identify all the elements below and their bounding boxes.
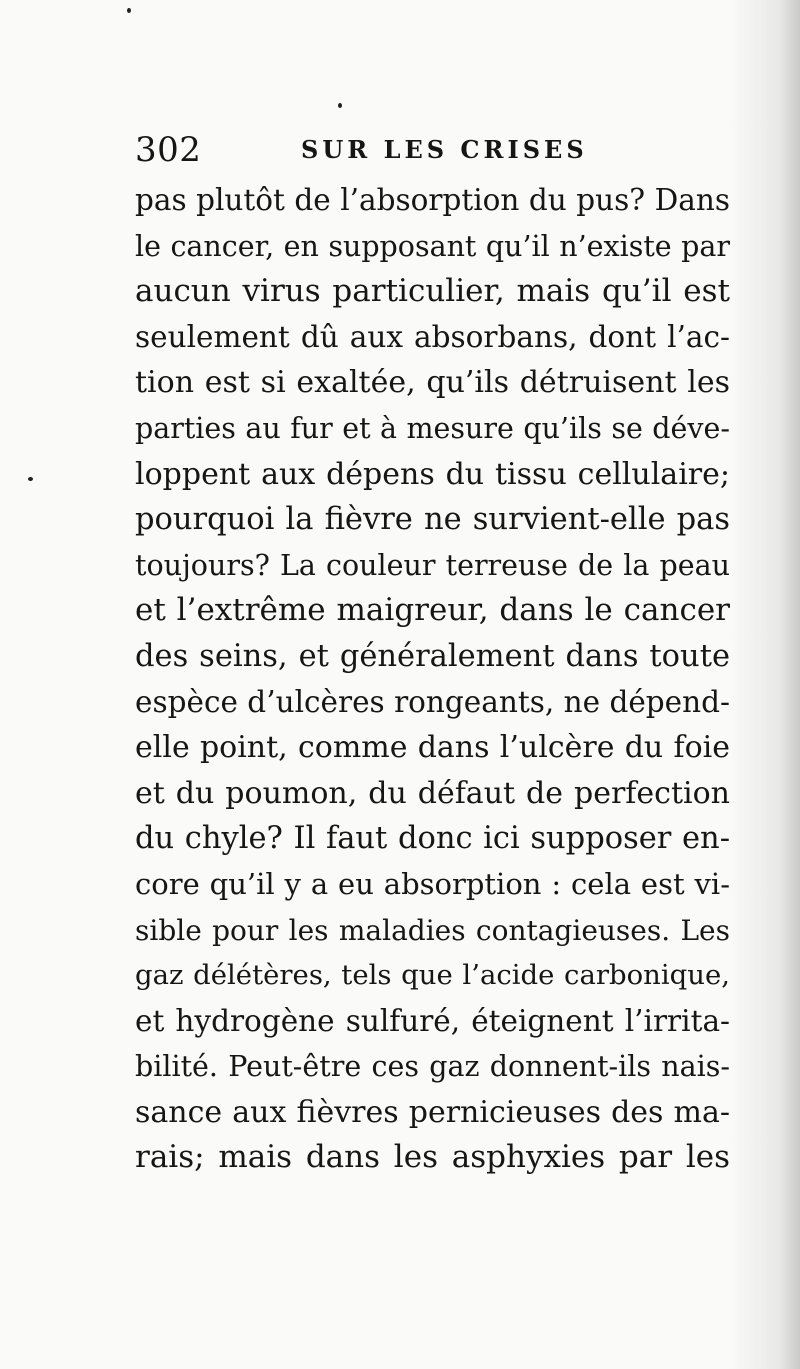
ink-speck — [338, 103, 342, 108]
text-line: tion est si exaltée, qu’ils détruisent les — [135, 365, 730, 401]
text-line: et hydrogène sulfuré, éteignent l’irrita- — [135, 1003, 730, 1038]
text-line: espèce d’ulcères rongeants, ne dépend- — [135, 684, 730, 719]
page-edge-shadow — [730, 0, 800, 1369]
text-line: toujours? La couleur terreuse de la peau — [135, 548, 730, 582]
ink-speck — [127, 8, 131, 13]
body-text — [135, 178, 730, 1181]
text-line: et l’extrême maigreur, dans le cancer — [135, 592, 730, 629]
text-line: et du poumon, du défaut de perfection — [135, 775, 730, 811]
text-line: aucun virus particulier, mais qu’il est — [135, 273, 730, 310]
text-line: seulement dû aux absorbans, dont l’ac- — [135, 319, 730, 354]
ink-speck — [28, 477, 33, 481]
text-line: pas plutôt de l’absorption du pus? Dans — [135, 183, 730, 217]
running-head: SUR LES CRISES — [301, 135, 588, 164]
text-line: pourquoi la fièvre ne survient-elle pas — [135, 502, 730, 538]
text-line: loppent aux dépens du tissu cellulaire; — [135, 456, 730, 492]
page-number: 302 — [135, 130, 202, 170]
text-line: gaz délétères, tels que l’acide carbonique, — [135, 959, 730, 992]
text-line: rais; mais dans les asphyxies par les — [135, 1139, 730, 1176]
text-line: des seins, et généralement dans toute — [135, 638, 730, 674]
page-header — [135, 126, 735, 174]
text-line: core qu’il y a eu absorption : cela est vi- — [135, 866, 730, 901]
text-line: elle point, comme dans l’ulcère du foie — [135, 730, 730, 766]
text-line: parties au fur et à mesure qu’ils se déve- — [135, 411, 730, 445]
text-line: le cancer, en supposant qu’il n’existe par — [135, 229, 730, 263]
text-line: sance aux fièvres pernicieuses des ma- — [135, 1094, 730, 1130]
text-line: sible pour les maladies contagieuses. Les — [135, 913, 730, 947]
text-line: du chyle? Il faut donc ici supposer en- — [135, 821, 730, 857]
text-line: bilité. Peut-être ces gaz donnent-ils nais- — [135, 1050, 730, 1084]
